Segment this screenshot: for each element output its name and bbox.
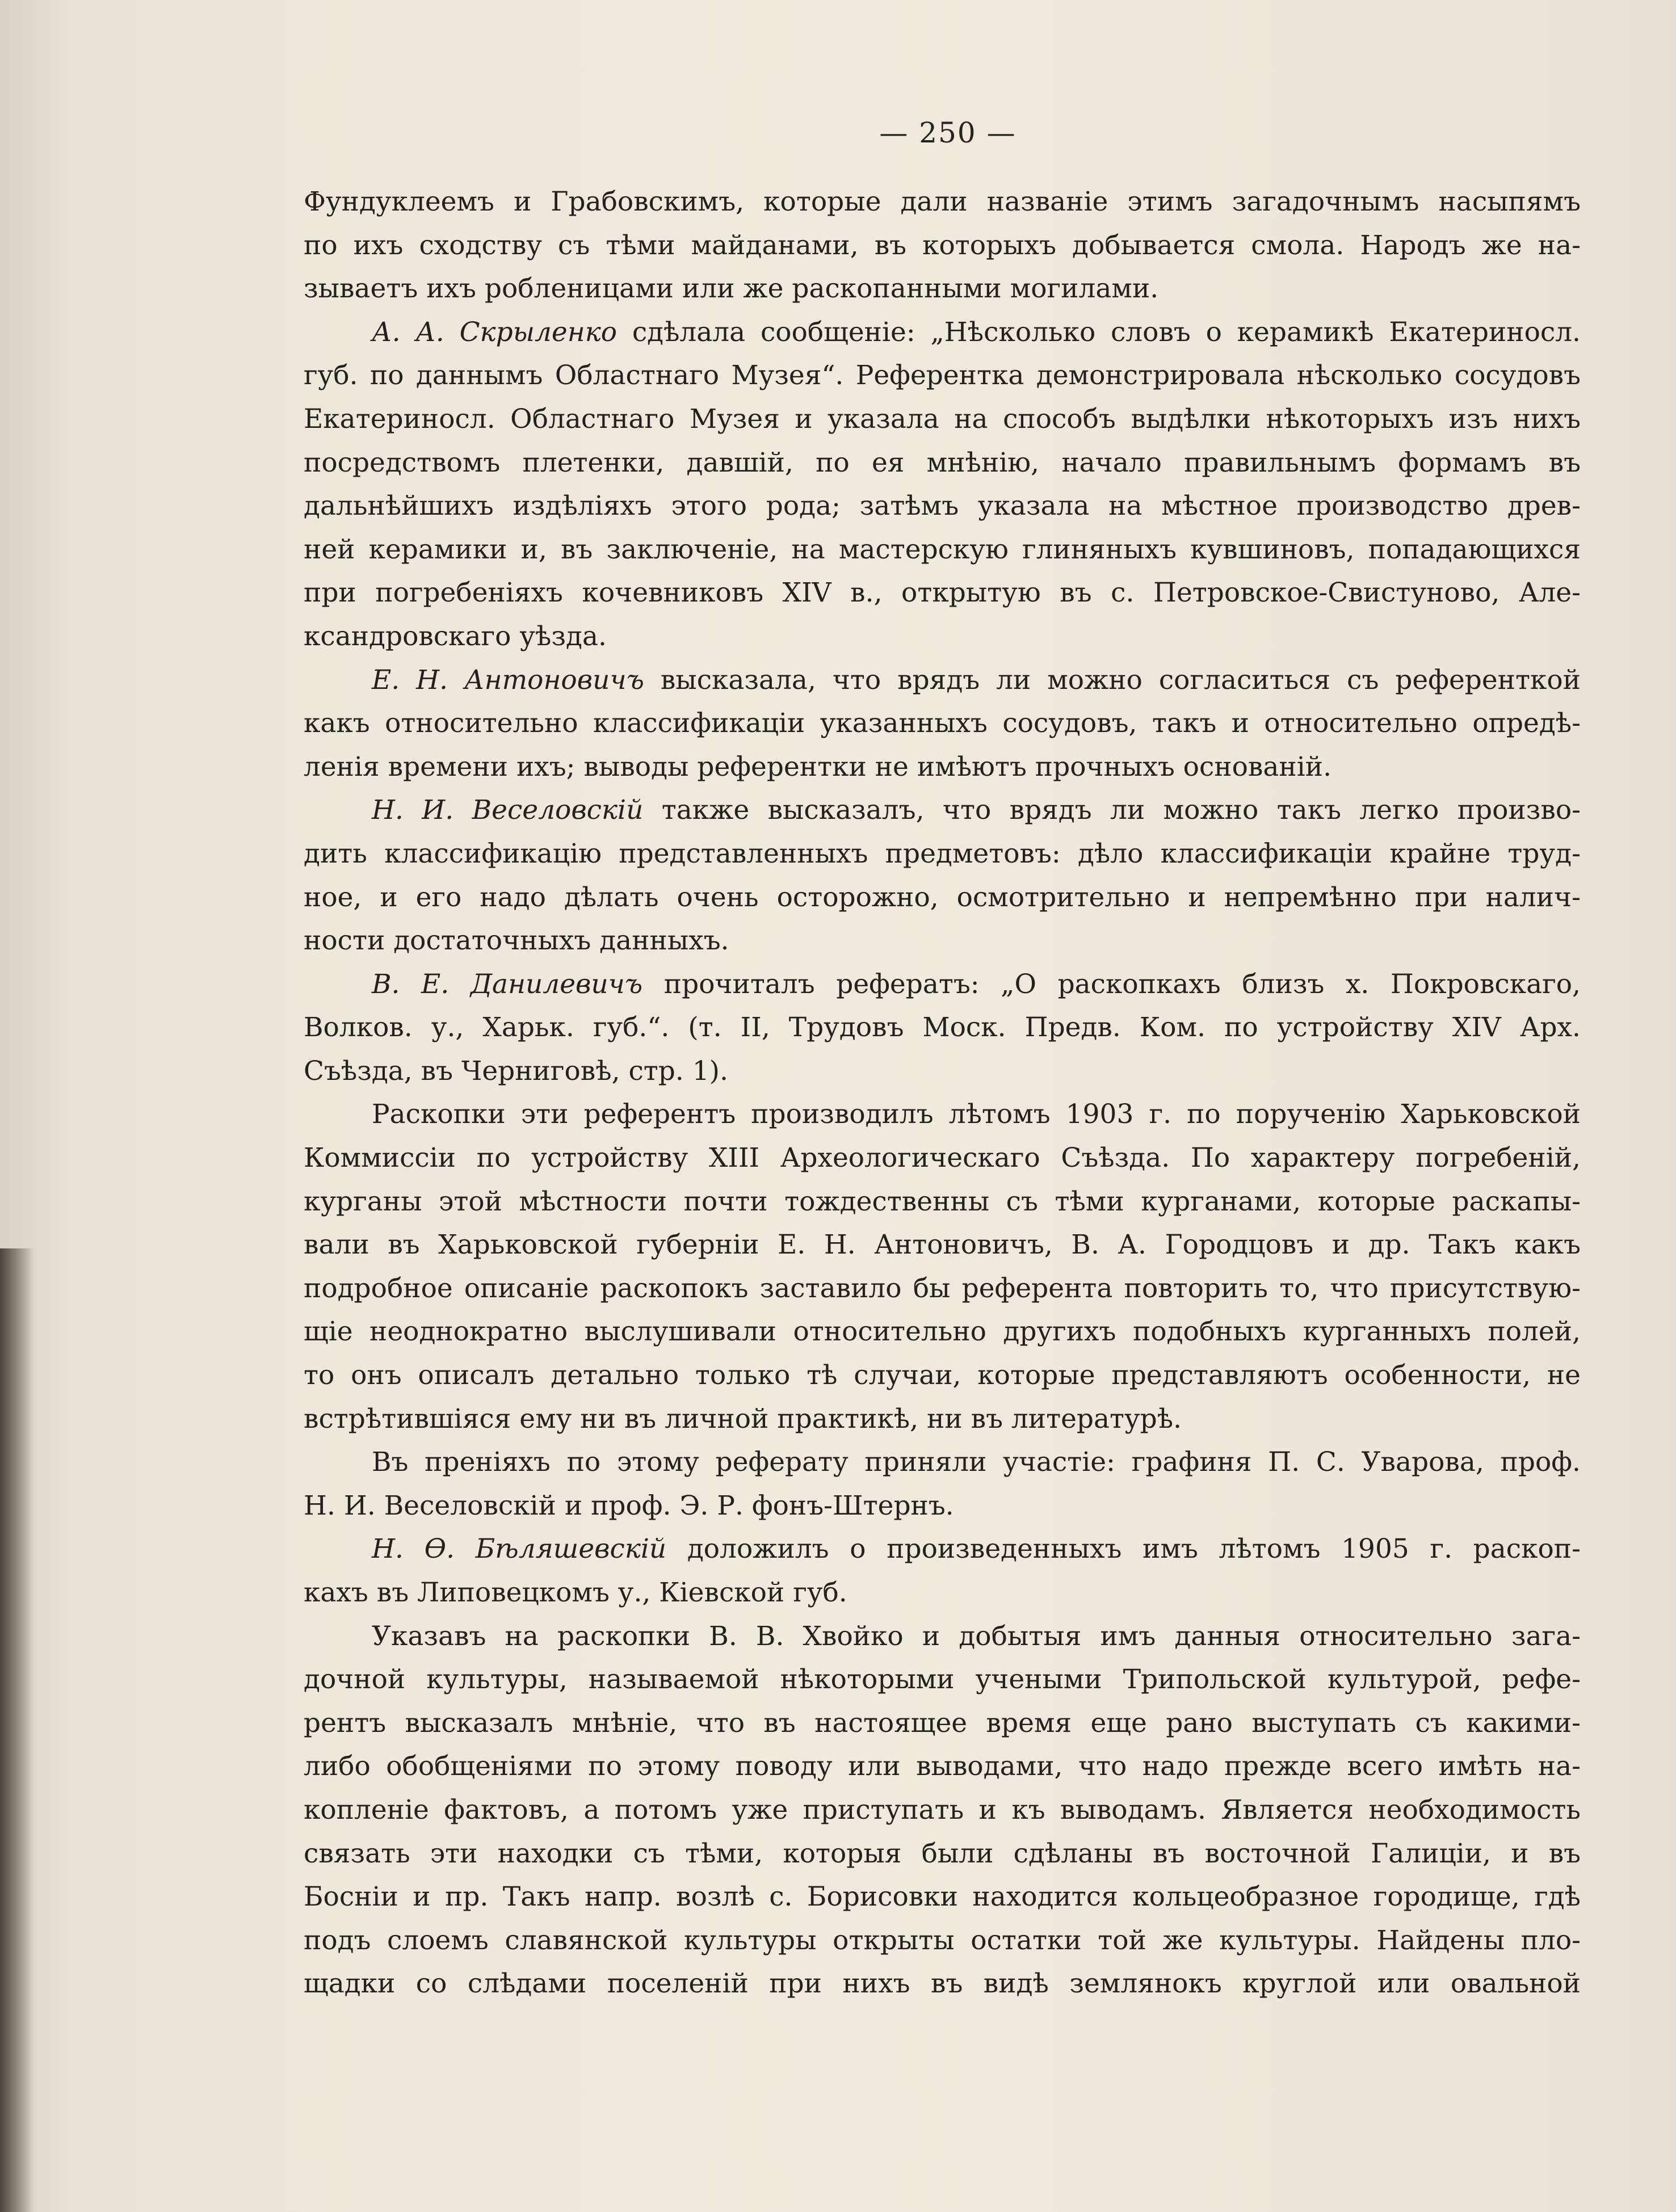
text-line: Н. Ѳ. Бѣляшевскій доложилъ о произведенныхъ имъ лѣтомъ 1905 г. раскоп- [372,1533,1581,1565]
text-line: Коммиссіи по устройству XIII Археологическаго Съѣзда. По характеру погребеній, [304,1142,1581,1174]
text-line: вали въ Харьковской губерніи Е. Н. Антоновичъ, В. А. Городцовъ и др. Такъ какъ [304,1229,1581,1261]
text-line: ленія времени ихъ; выводы референтки не имѣютъ прочныхъ основаній. [304,751,1332,783]
text-line: копленіе фактовъ, а потомъ уже приступать и къ выводамъ. Является необходимость [304,1794,1581,1826]
text-line: курганы этой мѣстности почти тождественны съ тѣми курганами, которые раскапы- [304,1185,1581,1217]
text-line: щіе неоднократно выслушивали относительно другихъ подобныхъ курганныхъ полей, [304,1316,1581,1348]
text-line: дить классификацію представленныхъ предметовъ: дѣло классификаціи крайне труд- [304,838,1581,869]
text-line: связать эти находки съ тѣми, которыя были сдѣланы въ восточной Галиціи, и въ [304,1837,1581,1869]
text-line: по ихъ сходству съ тѣми майданами, въ которыхъ добывается смола. Народъ же на- [304,229,1581,261]
text-line: щадки со слѣдами поселеній при нихъ въ видѣ землянокъ круглой или овальной [304,1968,1581,2000]
text-line: ней керамики и, въ заключеніе, на мастерскую глиняныхъ кувшиновъ, попадающихся [304,533,1581,565]
body-text [304,180,1581,2006]
text-line: какъ относительно классификаціи указанныхъ сосудовъ, такъ и относительно опредѣ- [304,708,1581,739]
text-line: губ. по даннымъ Областнаго Музея“. Референтка демонстрировала нѣсколько сосудовъ [304,360,1581,392]
text-line: подъ слоемъ славянской культуры открыты остатки той же культуры. Найдены пло- [304,1924,1581,1956]
text-line: ксандровскаго уѣзда. [304,620,607,652]
text-line: Фундуклеемъ и Грабовскимъ, которые дали названіе этимъ загадочнымъ насыпямъ [304,186,1581,217]
text-line: Е. Н. Антоновичъ высказала, что врядъ ли можно согласиться съ референткой [372,664,1581,696]
text-line: Н. И. Веселовскій также высказалъ, что врядъ ли можно такъ легко произво- [372,794,1581,826]
text-line: Н. И. Веселовскій и проф. Э. Р. фонъ-Штернъ. [304,1490,954,1521]
speaker-name: В. Е. Данилевичъ [372,968,643,1000]
text-line: рентъ высказалъ мнѣніе, что въ настоящее время еще рано выступать съ какими- [304,1707,1581,1739]
text-line: либо обобщеніями по этому поводу или выводами, что надо прежде всего имѣть на- [304,1751,1581,1782]
speaker-name: Н. Ѳ. Бѣляшевскій [372,1533,667,1565]
text-line: Раскопки эти референтъ производилъ лѣтомъ 1903 г. по порученію Харьковской [372,1099,1581,1130]
text-line: дальнѣйшихъ издѣліяхъ этого рода; затѣмъ указала на мѣстное производство древ- [304,490,1581,522]
text-line: то онъ описалъ детально только тѣ случаи, которые представляютъ особенности, не [304,1360,1581,1391]
text-line: Съѣзда, въ Черниговѣ, стр. 1). [304,1055,728,1087]
text-line: дочной культуры, называемой нѣкоторыми учеными Трипольской культурой, рефе- [304,1664,1581,1696]
text-line: В. Е. Данилевичъ прочиталъ рефератъ: „О раскопкахъ близъ х. Покровскаго, [372,968,1581,1000]
text-line: Екатериносл. Областнаго Музея и указала на способъ выдѣлки нѣкоторыхъ изъ нихъ [304,403,1581,435]
text-line: посредствомъ плетенки, давшій, по ея мнѣнію, начало правильнымъ формамъ въ [304,447,1581,478]
text-line: ное, и его надо дѣлать очень осторожно, осмотрительно и непремѣнно при налич- [304,881,1581,913]
text-line: подробное описаніе раскопокъ заставило бы референта повторить то, что присутствую- [304,1272,1581,1304]
text-line: ности достаточныхъ данныхъ. [304,925,729,957]
text-line: Волков. у., Харьк. губ.“. (т. II, Трудовъ Моск. Предв. Ком. по устройству XIV Арх. [304,1012,1581,1044]
text-line: встрѣтившіяся ему ни въ личной практикѣ, ни въ литературѣ. [304,1403,1182,1435]
page-number: — 250 — [879,116,1016,149]
text-line: зываетъ ихъ робленицами или же раскопанными могилами. [304,273,1159,305]
speaker-name: А. А. Скрыленко [372,316,618,348]
text-line: Босніи и пр. Такъ напр. возлѣ с. Борисовки находится кольцеобразное городище, гдѣ [304,1881,1581,1913]
page-edge-shadow [0,1248,34,2212]
speaker-name: Е. Н. Антоновичъ [372,664,644,696]
speaker-name: Н. И. Веселовскій [372,794,644,826]
text-line: А. А. Скрыленко сдѣлала сообщеніе: „Нѣсколько словъ о керамикѣ Екатериносл. [372,316,1581,348]
text-line: Въ преніяхъ по этому реферату приняли участіе: графиня П. С. Уварова, проф. [372,1446,1581,1478]
text-line: Указавъ на раскопки В. В. Хвойко и добытыя имъ данныя относительно зага- [372,1620,1581,1652]
text-line: при погребеніяхъ кочевниковъ XIV в., открытую въ с. Петровское-Свистуново, Але- [304,577,1581,609]
text-line: кахъ въ Липовецкомъ у., Кіевской губ. [304,1577,847,1608]
